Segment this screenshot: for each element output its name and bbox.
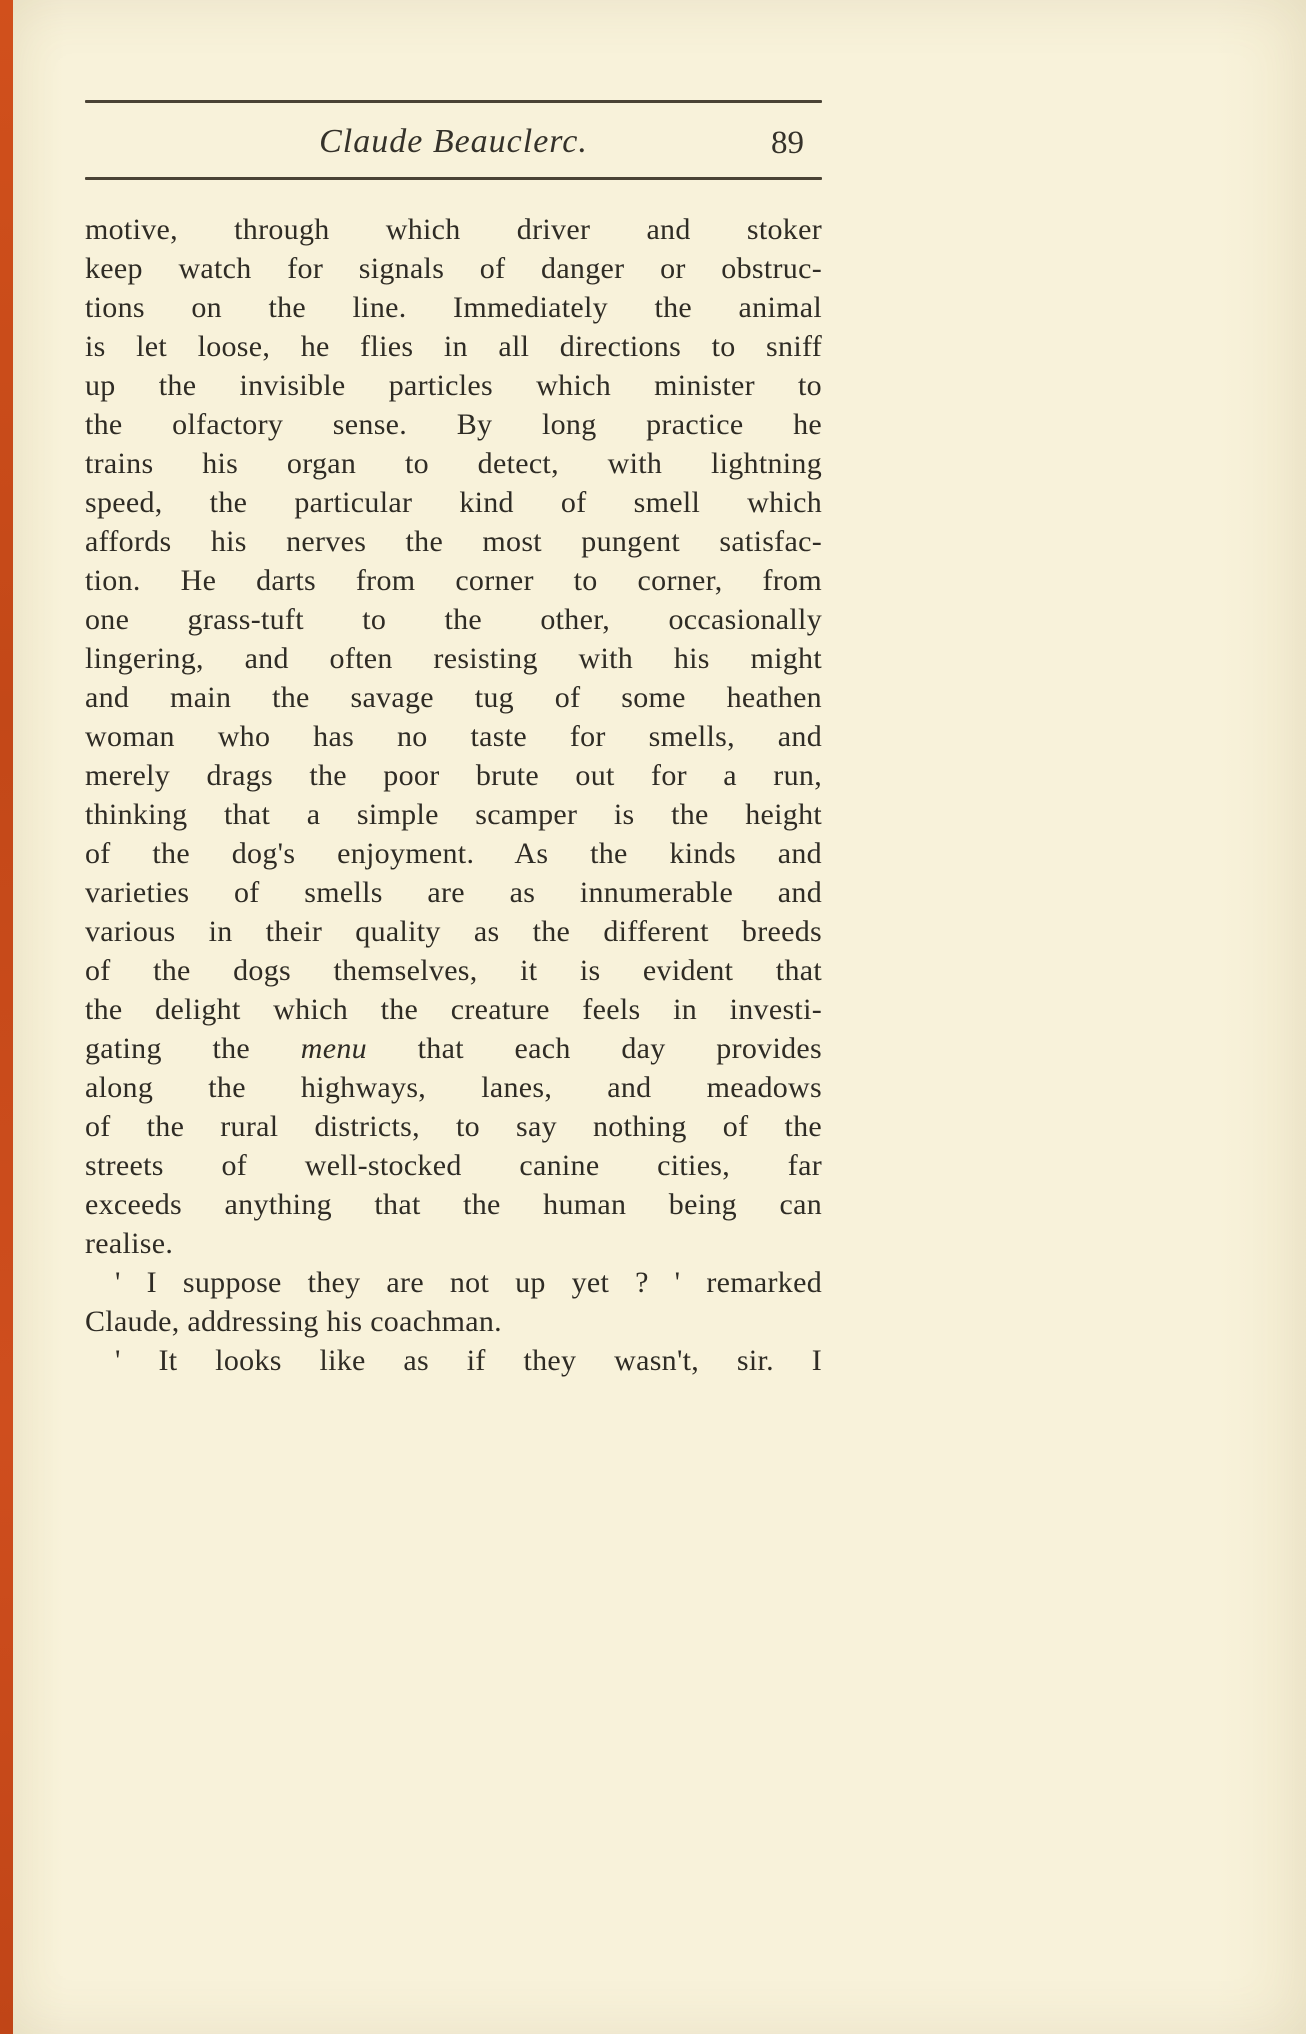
text-line: tion. He darts from corner to corner, from [85, 564, 822, 597]
paragraph-3 [85, 1341, 822, 1380]
text-segment: gating the [85, 1032, 301, 1065]
page-content [85, 100, 822, 1380]
header-rule-bottom [85, 177, 822, 180]
text-line: of the dogs themselves, it is evident that [85, 954, 822, 987]
text-line: keep watch for signals of danger or obstruc- [85, 252, 822, 285]
text-line: up the invisible particles which minister to [85, 369, 822, 402]
italic-word-menu: menu [300, 1032, 367, 1065]
text-line: woman who has no taste for smells, and [85, 720, 822, 753]
text-line: the delight which the creature feels in investi- [85, 993, 822, 1026]
text-line: affords his nerves the most pungent satisfac- [85, 525, 822, 558]
page-number: 89 [771, 125, 804, 161]
text-line: speed, the particular kind of smell which [85, 486, 822, 519]
text-line: realise. [85, 1227, 174, 1260]
text-line: the olfactory sense. By long practice he [85, 408, 822, 441]
body-text [85, 210, 822, 1380]
text-line: motive, through which driver and stoker [85, 213, 822, 246]
text-line-with-italic [85, 1029, 822, 1068]
text-segment: that each day provides [366, 1032, 823, 1065]
text-line: along the highways, lanes, and meadows [85, 1071, 822, 1104]
text-line: thinking that a simple scamper is the height [85, 798, 822, 831]
text-line: trains his organ to detect, with lightning [85, 447, 822, 480]
text-line: merely drags the poor brute out for a run, [85, 759, 822, 792]
text-line: Claude, addressing his coachman. [85, 1305, 502, 1338]
text-line: and main the savage tug of some heathen [85, 681, 822, 714]
text-line: varieties of smells are as innumerable and [85, 876, 822, 909]
header-title: Claude Beauclerc. [319, 123, 588, 160]
text-line: exceeds anything that the human being can [85, 1188, 822, 1221]
text-line: ' It looks like as if they wasn't, sir. I [115, 1344, 822, 1377]
text-line: of the rural districts, to say nothing of the [85, 1110, 822, 1143]
text-line: one grass-tuft to the other, occasionally [85, 603, 822, 636]
text-line: ' I suppose they are not up yet ? ' remarked [115, 1266, 822, 1299]
text-line: lingering, and often resisting with his might [85, 642, 822, 675]
text-line: tions on the line. Immediately the animal [85, 291, 822, 324]
text-line: is let loose, he flies in all directions to sniff [85, 330, 822, 363]
text-line: streets of well-stocked canine cities, far [85, 1149, 822, 1182]
book-spine-edge [0, 0, 13, 2034]
text-line: various in their quality as the different breeds [85, 915, 822, 948]
running-header [85, 103, 822, 177]
paragraph-1 [85, 210, 822, 1263]
paragraph-2 [85, 1263, 822, 1341]
text-line: of the dog's enjoyment. As the kinds and [85, 837, 822, 870]
